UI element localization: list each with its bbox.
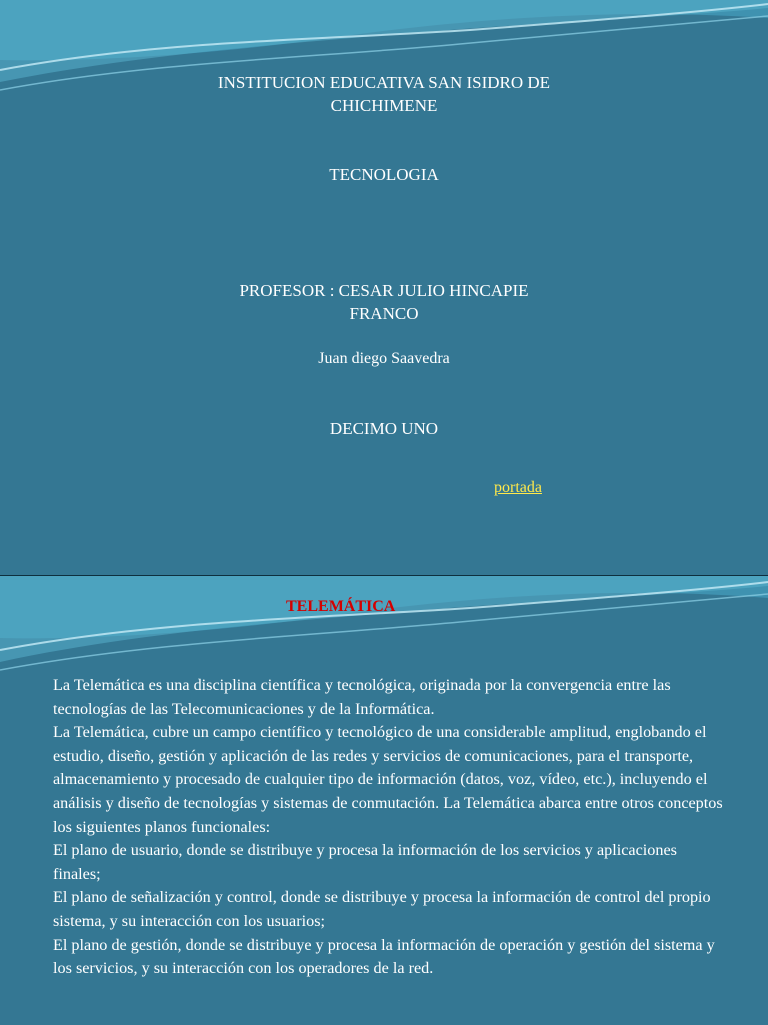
grade-label: DECIMO UNO [329,419,439,438]
teacher-line1: PROFESOR : CESAR JULIO HINCAPIE [239,281,529,300]
teacher-line2: FRANCO [349,304,419,323]
signaling-plane-paragraph: El plano de señalización y control, donde se distribuye y procesa la información de control del propio sistema, y su interacción con los usuarios; [53,888,711,930]
subject-title: TECNOLOGIA [329,165,439,184]
wave-decoration [0,576,768,686]
management-plane-paragraph: El plano de gestión, donde se distribuye y procesa la información de operación y gestión del sistema y los servicios, y su interacción con los operadores de la red. [53,935,715,978]
student-name: Juan diego Saavedra [318,350,450,367]
telematica-body [53,674,723,981]
institution-name-line1: INSTITUCION EDUCATIVA SAN ISIDRO DE [217,73,551,92]
user-plane-paragraph: El plano de usuario, donde se distribuye y procesa la información de los servicios y aplicaciones finales; [53,841,677,883]
intro-paragraph [53,674,723,721]
telematica-title: TELEMÁTICA [286,598,396,615]
scope-paragraph: La Telemática, cubre un campo científico y tecnológico de una considerable amplitud, englobando el estudio, diseño, gestión y aplicación de las redes y servicios de comunicaciones, para el transporte, almacenamiento y procesado de cualquier tipo de información (datos, voz, vídeo, etc.), incluyendo el análisis y diseño de tecnologías y sistemas de conmutación. La Telemática abarca entre otros conceptos los siguientes planos funcionales: [53,723,723,836]
intro-first-word: La [53,676,71,694]
intro-rest: Telemática es una disciplina científica y tecnológica, originada por la convergencia entre las tecnologías de las Telecomunicaciones y de la Informática. [53,676,671,718]
portada-link[interactable]: portada [494,479,542,496]
institution-name-line2: CHICHIMENE [330,96,438,115]
slide-telematica [0,576,768,1025]
